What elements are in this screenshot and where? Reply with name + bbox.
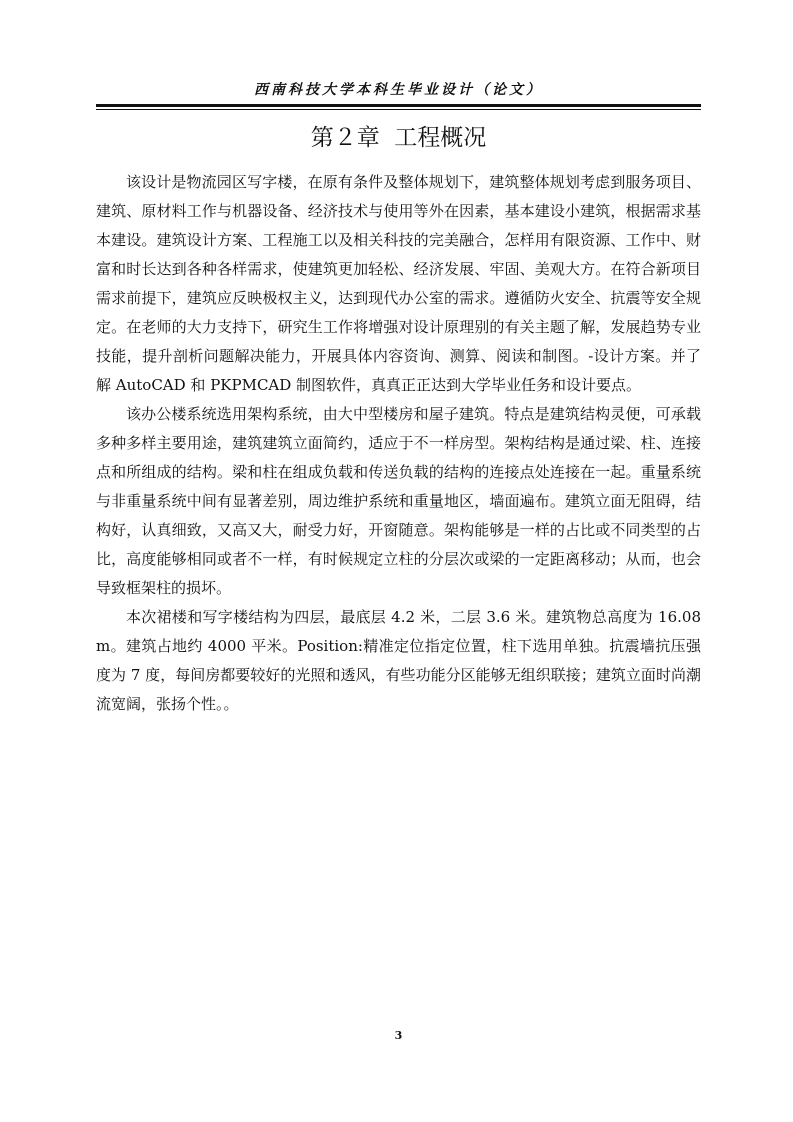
header-rule-thin (96, 109, 701, 110)
chapter-title: 第２章 工程概况 (310, 125, 487, 151)
paragraph-structural-system: 该办公楼系统选用架构系统，由大中型楼房和屋子建筑。特点是建筑结构灵便，可承载多种多样主要用途，建筑建筑立面简约，适应于不一样房型。架构结构是通过梁、柱、连接点和所组成的结构。梁和柱在组成负载和传送负载的结构的连接点处连接在一起。重量系统与非重量系统中间有显著差别，周边维护系统和重量地区，墙面遍布。建筑立面无阻碍，结构好，认真细致，又高又大，耐受力好，开窗随意。架构能够是一样的占比或不同类型的占比，高度能够相同或者不一样，有时候规定立柱的分层次或梁的一定距离移动；从而，也会导致框架柱的损坏。 (96, 405, 701, 597)
paragraph-building-parameters: 本次裙楼和写字楼结构为四层，最底层 4.2 米，二层 3.6 米。建筑物总高度为 16.08 m。建筑占地约 4000 平米。Position:精准定位指定位置，柱下选用单独。抗震墙抗压强度为 7 度，每间房都要较好的光照和透风，有些功能分区能够无组织联接；建筑立面时尚潮流宽阔，张扬个性。。 (96, 608, 701, 713)
body-text (96, 168, 701, 719)
paragraph-design-overview: 该设计是物流园区写字楼，在原有条件及整体规划下，建筑整体规划考虑到服务项目、建筑、原材料工作与机器设备、经济技术与使用等外在因素，基本建设小建筑，根据需求基本建设。建筑设计方案、工程施工以及相关科技的完美融合，怎样用有限资源、工作中、财富和时长达到各种各样需求，使建筑更加轻松、经济发展、牢固、美观大方。在符合新项目需求前提下，建筑应反映极权主义，达到现代办公室的需求。遵循防火安全、抗震等安全规定。在老师的大力支持下，研究生工作将增强对设计原理别的有关主题了解，发展趋势专业技能，提升剖析问题解决能力，开展具体内容资询、测算、阅读和制图。-设计方案。并了解 AutoCAD 和 PKPMCAD 制图软件，真真正正达到大学毕业任务和设计要点。 (96, 173, 701, 394)
page-number: 3 (394, 1029, 403, 1042)
running-header: 西南科技大学本科生毕业设计（论文） (254, 82, 543, 98)
header-rule-thick (96, 104, 701, 107)
